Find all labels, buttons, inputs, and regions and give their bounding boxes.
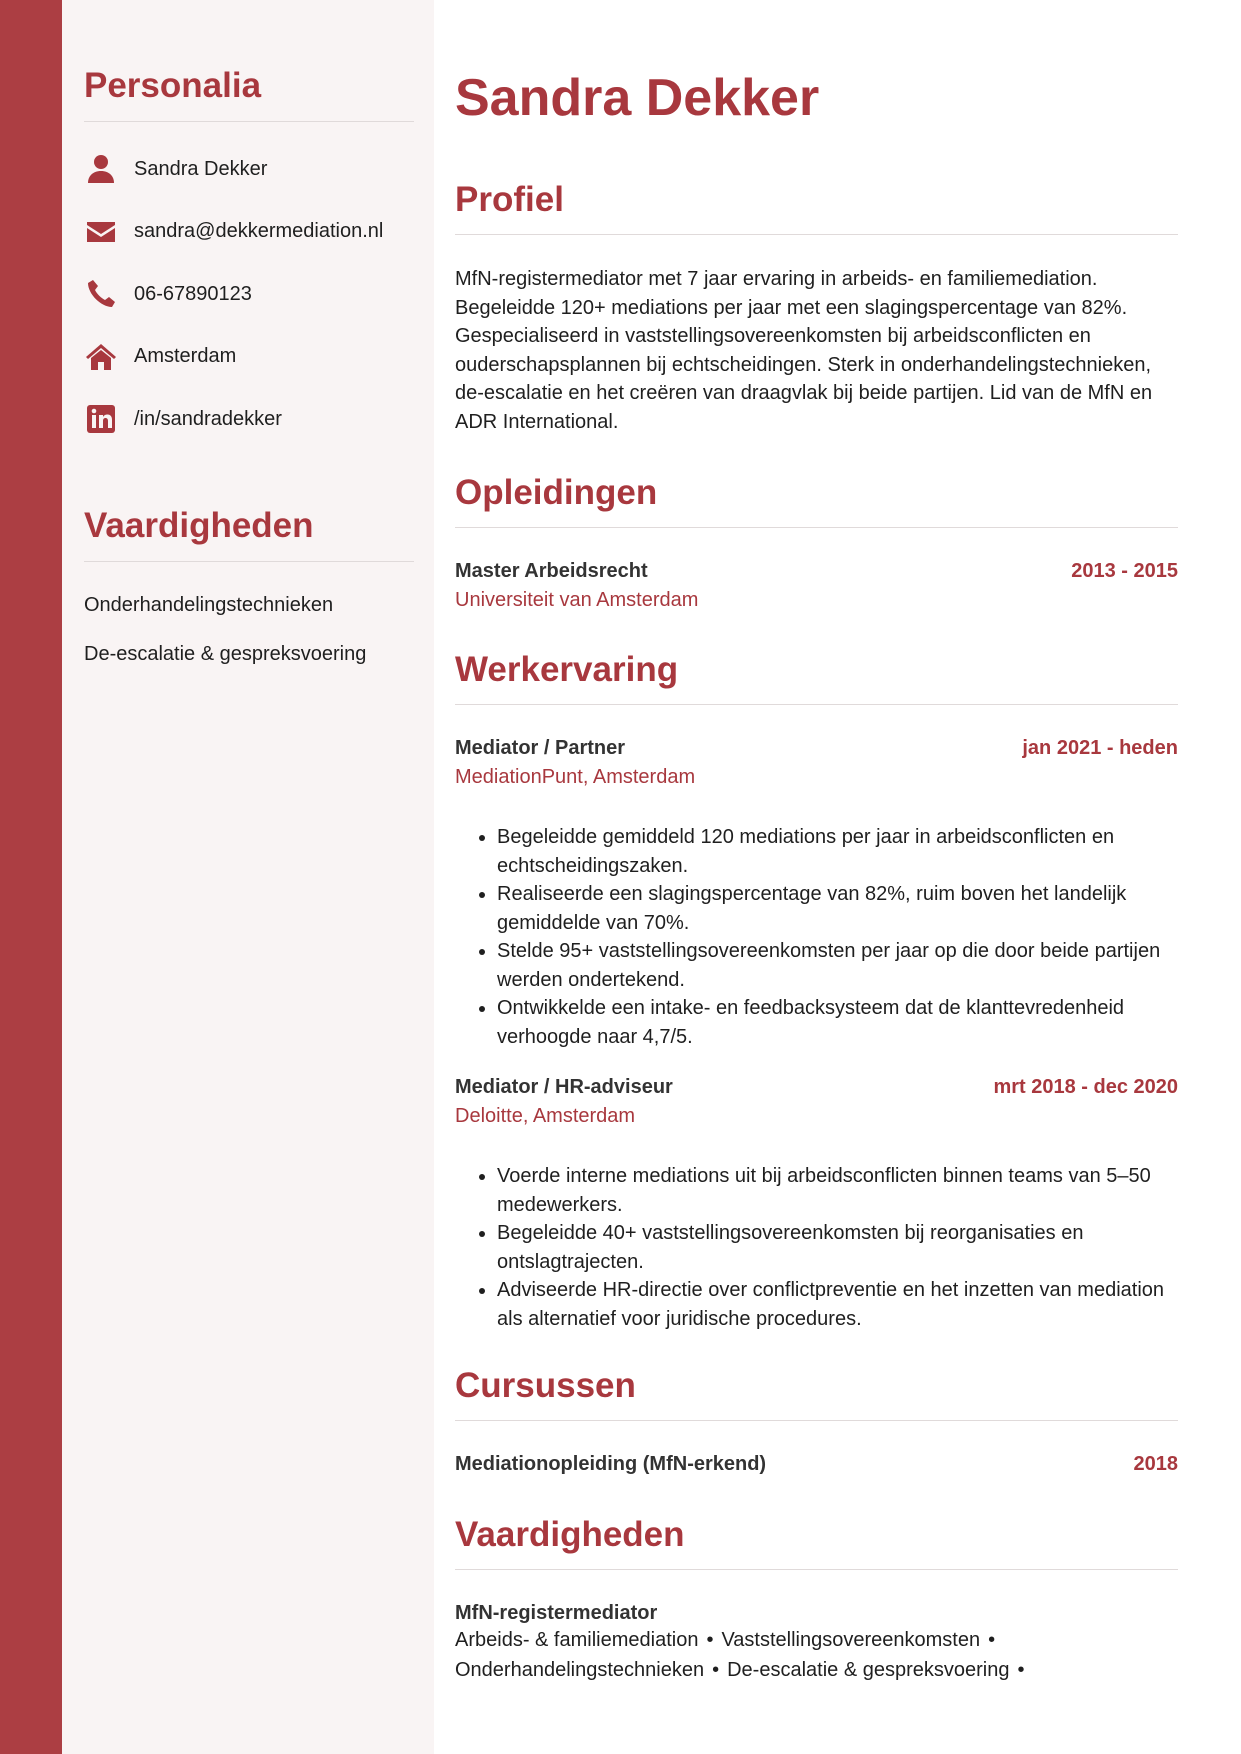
skills-section <box>455 1513 1178 1684</box>
contact-email-text[interactable]: sandra@dekkermediation.nl <box>134 220 384 243</box>
sidebar-skills-heading: Vaardigheden <box>84 505 314 545</box>
accent-bar <box>0 0 62 1754</box>
phone-icon <box>84 277 118 311</box>
skill-item: De-escalatie & gespreksvoering <box>727 1658 1010 1681</box>
education-title: Master Arbeidsrecht <box>455 560 648 582</box>
course-title: Mediationopleiding (MfN-erkend) <box>455 1453 767 1475</box>
job-bullet: • Begeleidde 40+ vaststellingsovereenkomsten bij reorganisaties en ontslagtrajecten. <box>497 1219 1178 1276</box>
job-bullet: • Realiseerde een slagingspercentage van 82%, ruim boven het landelijk gemiddelde van 70%. <box>497 880 1178 937</box>
candidate-name: Sandra Dekker <box>455 69 820 127</box>
course-entry <box>455 1453 1178 1476</box>
sidebar-skills-list <box>84 593 414 666</box>
experience-divider <box>455 704 1178 705</box>
contact-location <box>84 326 414 389</box>
education-divider <box>455 527 1178 528</box>
skills-category: MfN-registermediator <box>455 1602 658 1624</box>
job-bullet: • Adviseerde HR-directie over conflictpreventie en het inzetten van mediation als alternatief voor juridische procedures. <box>497 1276 1178 1333</box>
job-bullets <box>455 823 1178 1051</box>
job-date: mrt 2018 - dec 2020 <box>993 1076 1178 1098</box>
job-employer: Deloitte, Amsterdam <box>455 1105 636 1127</box>
job-title: Mediator / Partner <box>455 737 626 759</box>
skills-line <box>455 1656 1178 1685</box>
sidebar-skills-divider <box>84 561 414 562</box>
personalia-divider <box>84 121 414 122</box>
sidebar <box>62 0 434 1754</box>
contact-email <box>84 201 414 264</box>
skill-separator: • <box>1017 1658 1025 1681</box>
job-employer: MediationPunt, Amsterdam <box>455 766 696 788</box>
contact-name <box>84 138 414 201</box>
courses-section <box>455 1364 1178 1476</box>
contact-name-text: Sandra Dekker <box>134 157 268 180</box>
skill-separator: • <box>712 1658 720 1681</box>
job-bullet: • Voerde interne mediations uit bij arbeidsconflicten binnen teams van 5–50 medewerkers. <box>497 1162 1178 1219</box>
skill-item: Onderhandelingstechnieken <box>455 1658 705 1681</box>
skill-separator: • <box>706 1629 714 1651</box>
user-icon <box>84 152 118 186</box>
job-bullet: • Ontwikkelde een intake- en feedbacksysteem dat de klanttevredenheid verhoogde naar 4,7/5. <box>497 994 1178 1051</box>
skills-heading: Vaardigheden <box>455 1515 685 1554</box>
experience-section <box>455 648 1178 1333</box>
job-title: Mediator / HR-adviseur <box>455 1076 673 1098</box>
skills-group <box>455 1602 1178 1684</box>
contact-list <box>84 138 414 451</box>
education-heading: Opleidingen <box>455 473 658 512</box>
home-icon <box>84 340 118 374</box>
education-date: 2013 - 2015 <box>1071 560 1178 582</box>
contact-phone-text[interactable]: 06-67890123 <box>134 282 252 305</box>
skill-item: Arbeids- & familiemediation <box>455 1629 699 1651</box>
skill-separator: • <box>988 1629 996 1651</box>
personalia-heading: Personalia <box>84 66 262 105</box>
contact-linkedin <box>84 388 414 451</box>
profile-heading: Profiel <box>455 180 564 219</box>
contact-linkedin-text[interactable]: /in/sandradekker <box>134 407 282 430</box>
courses-heading: Cursussen <box>455 1366 636 1405</box>
education-section <box>455 471 1178 612</box>
sidebar-skill: De-escalatie & gespreksvoering <box>84 642 367 665</box>
experience-entry <box>455 737 1178 1051</box>
profile-text: MfN-registermediator met 7 jaar ervaring in arbeids- en familiemediation. Begeleidde 120+ mediations per jaar met een slagingspercentage van 82%. Gespecialiseerd in vaststellingsovereenkomsten bij arbeidsconflicten en ouderschapsplannen bij echtscheidingen. Sterk in onderhandelingstechnieken, de-escalatie en het creëren van draagvlak bij beide partijen. Lid van de MfN en ADR International. <box>455 268 1153 433</box>
skill-item: Vaststellingsovereenkomsten <box>721 1629 981 1651</box>
skills-divider <box>455 1569 1178 1570</box>
experience-entry <box>455 1076 1178 1333</box>
envelope-icon <box>84 215 118 249</box>
contact-location-text: Amsterdam <box>134 345 237 368</box>
courses-divider <box>455 1420 1178 1421</box>
course-date: 2018 <box>1133 1453 1178 1475</box>
job-bullet: • Stelde 95+ vaststellingsovereenkomsten per jaar op die door beide partijen werden ondertekend. <box>497 937 1178 994</box>
profile-divider <box>455 234 1178 235</box>
sidebar-skill: Onderhandelingstechnieken <box>84 593 334 616</box>
skills-line <box>455 1626 1178 1655</box>
job-date: jan 2021 - heden <box>1022 737 1178 759</box>
job-bullets <box>455 1162 1178 1333</box>
job-bullet: • Begeleidde gemiddeld 120 mediations per jaar in arbeidsconflicten en echtscheidingszaken. <box>497 823 1178 880</box>
profile-section <box>455 178 1178 437</box>
experience-heading: Werkervaring <box>455 650 679 689</box>
education-institution: Universiteit van Amsterdam <box>455 589 699 611</box>
linkedin-icon <box>84 402 118 436</box>
education-entry <box>455 560 1178 612</box>
contact-phone <box>84 263 414 326</box>
